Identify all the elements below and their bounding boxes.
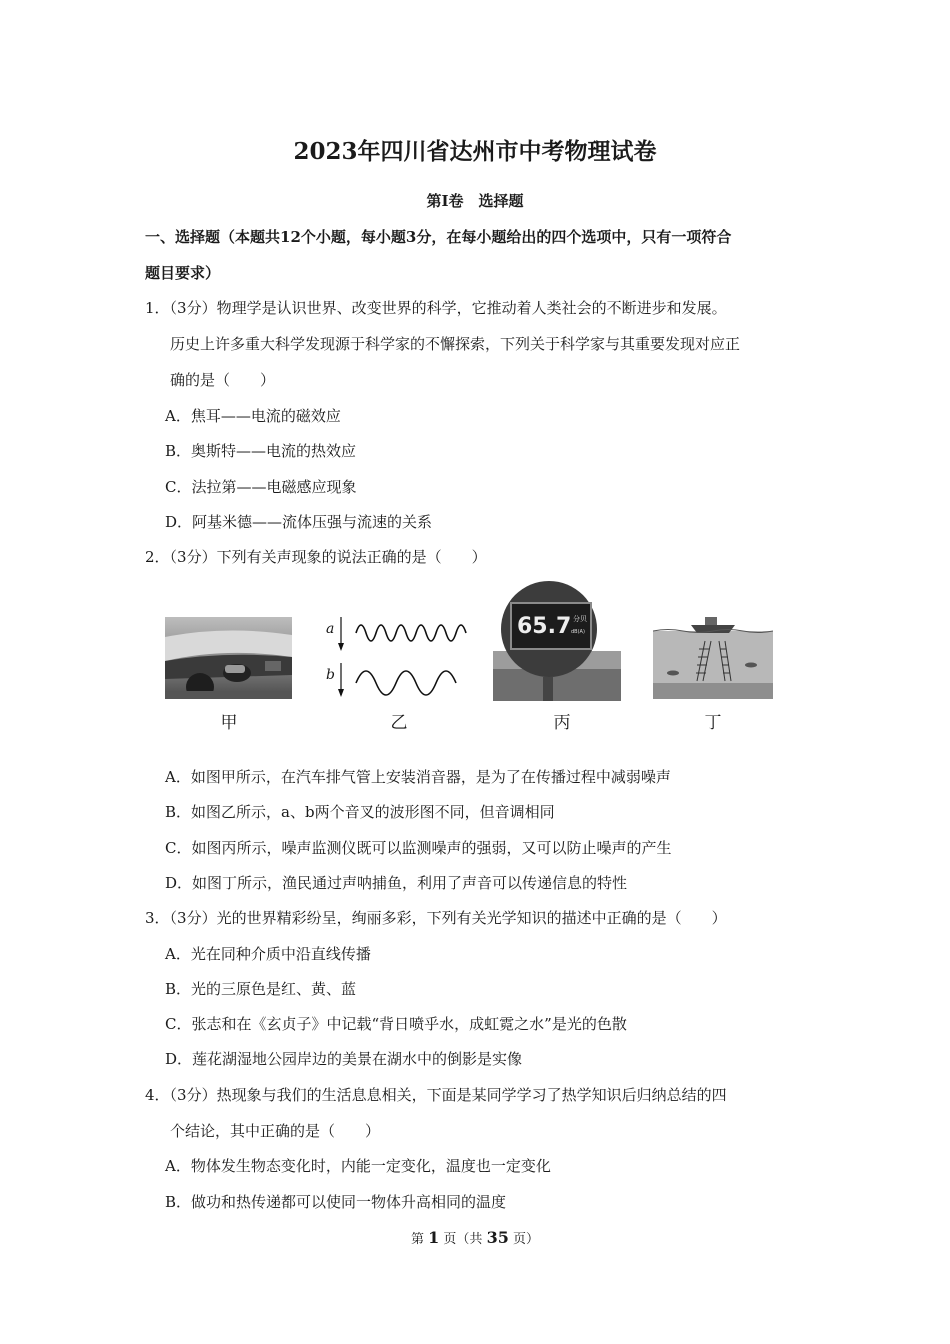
meter-unit-bottom: dB(A) <box>571 629 585 635</box>
q1-stem: 1．（3分）物理学是认识世界、改变世界的科学，它推动着人类社会的不断进步和发展。 <box>145 299 727 317</box>
caption-yi: 乙 <box>390 713 408 733</box>
q4-stem: 4．（3分）热现象与我们的生活息息相关，下面是某同学学习了热学知识后归纳总结的四 <box>145 1086 727 1104</box>
footer-prefix: 第 <box>410 1232 424 1247</box>
figure-noise-monitor <box>493 581 621 701</box>
wave-label-a: a <box>326 621 335 637</box>
caption-ding: 丁 <box>704 713 722 733</box>
q2-option-a: A．如图甲所示，在汽车排气管上安装消音器，是为了在传播过程中减弱噪声 <box>165 768 671 786</box>
figure-sonar-fishing <box>653 613 773 699</box>
section-heading: 一、选择题（本题共12个小题，每小题3分，在每小题给出的四个选项中，只有一项符合 <box>145 228 732 246</box>
q3-option-a: A．光在同种介质中沿直线传播 <box>165 945 371 963</box>
meter-unit-top: 分贝 <box>573 615 587 623</box>
footer-page-number: 1 <box>428 1228 440 1247</box>
caption-jia: 甲 <box>220 713 238 733</box>
q1-option-c: C．法拉第——电磁感应现象 <box>165 478 357 496</box>
part-subtitle: 第Ⅰ卷 选择题 <box>426 192 524 210</box>
footer-total-pages: 35 <box>486 1228 509 1247</box>
section-heading-cont: 题目要求） <box>145 264 221 282</box>
q2-stem: 2．（3分）下列有关声现象的说法正确的是（ ） <box>145 548 487 566</box>
q3-option-d: D．莲花湖湿地公园岸边的美景在湖水中的倒影是实像 <box>165 1050 523 1068</box>
figure-car-exhaust <box>165 617 292 699</box>
q1-stem-cont: 历史上许多重大科学发现源于科学家的不懈探索，下列关于科学家与其重要发现对应正 <box>170 335 741 353</box>
q1-option-d: D．阿基米德——流体压强与流速的关系 <box>165 513 433 531</box>
q3-option-b: B．光的三原色是红、黄、蓝 <box>165 980 357 998</box>
q2-option-b: B．如图乙所示，a、b两个音叉的波形图不同，但音调相同 <box>165 803 555 821</box>
figure-waveforms <box>322 613 472 705</box>
q1-option-a: A．焦耳——电流的磁效应 <box>165 407 341 425</box>
q1-option-b: B．奥斯特——电流的热效应 <box>165 442 357 460</box>
page-footer <box>0 1228 950 1247</box>
q2-option-d: D．如图丁所示，渔民通过声呐捕鱼，利用了声音可以传递信息的特性 <box>165 874 628 892</box>
footer-suffix: 页） <box>512 1232 539 1247</box>
q4-option-b: B．做功和热传递都可以使同一物体升高相同的温度 <box>165 1193 507 1211</box>
q4-option-a: A．物体发生物态变化时，内能一定变化，温度也一定变化 <box>165 1157 551 1175</box>
q3-option-c: C．张志和在《玄贞子》中记载“背日喷乎水，成虹霓之水”是光的色散 <box>165 1015 627 1033</box>
q4-stem-cont: 个结论，其中正确的是（ ） <box>170 1122 381 1140</box>
q2-option-c: C．如图丙所示，噪声监测仪既可以监测噪声的强弱，又可以防止噪声的产生 <box>165 839 672 857</box>
q3-stem: 3．（3分）光的世界精彩纷呈，绚丽多彩，下列有关光学知识的描述中正确的是（ ） <box>145 909 727 927</box>
footer-middle: 页（共 <box>443 1232 483 1247</box>
meter-reading: 65.7 <box>517 614 572 639</box>
page-title: 2023年四川省达州市中考物理试卷 <box>293 138 657 165</box>
wave-label-b: b <box>326 667 335 683</box>
q1-stem-cont2: 确的是（ ） <box>170 371 276 389</box>
caption-bing: 丙 <box>553 713 571 733</box>
